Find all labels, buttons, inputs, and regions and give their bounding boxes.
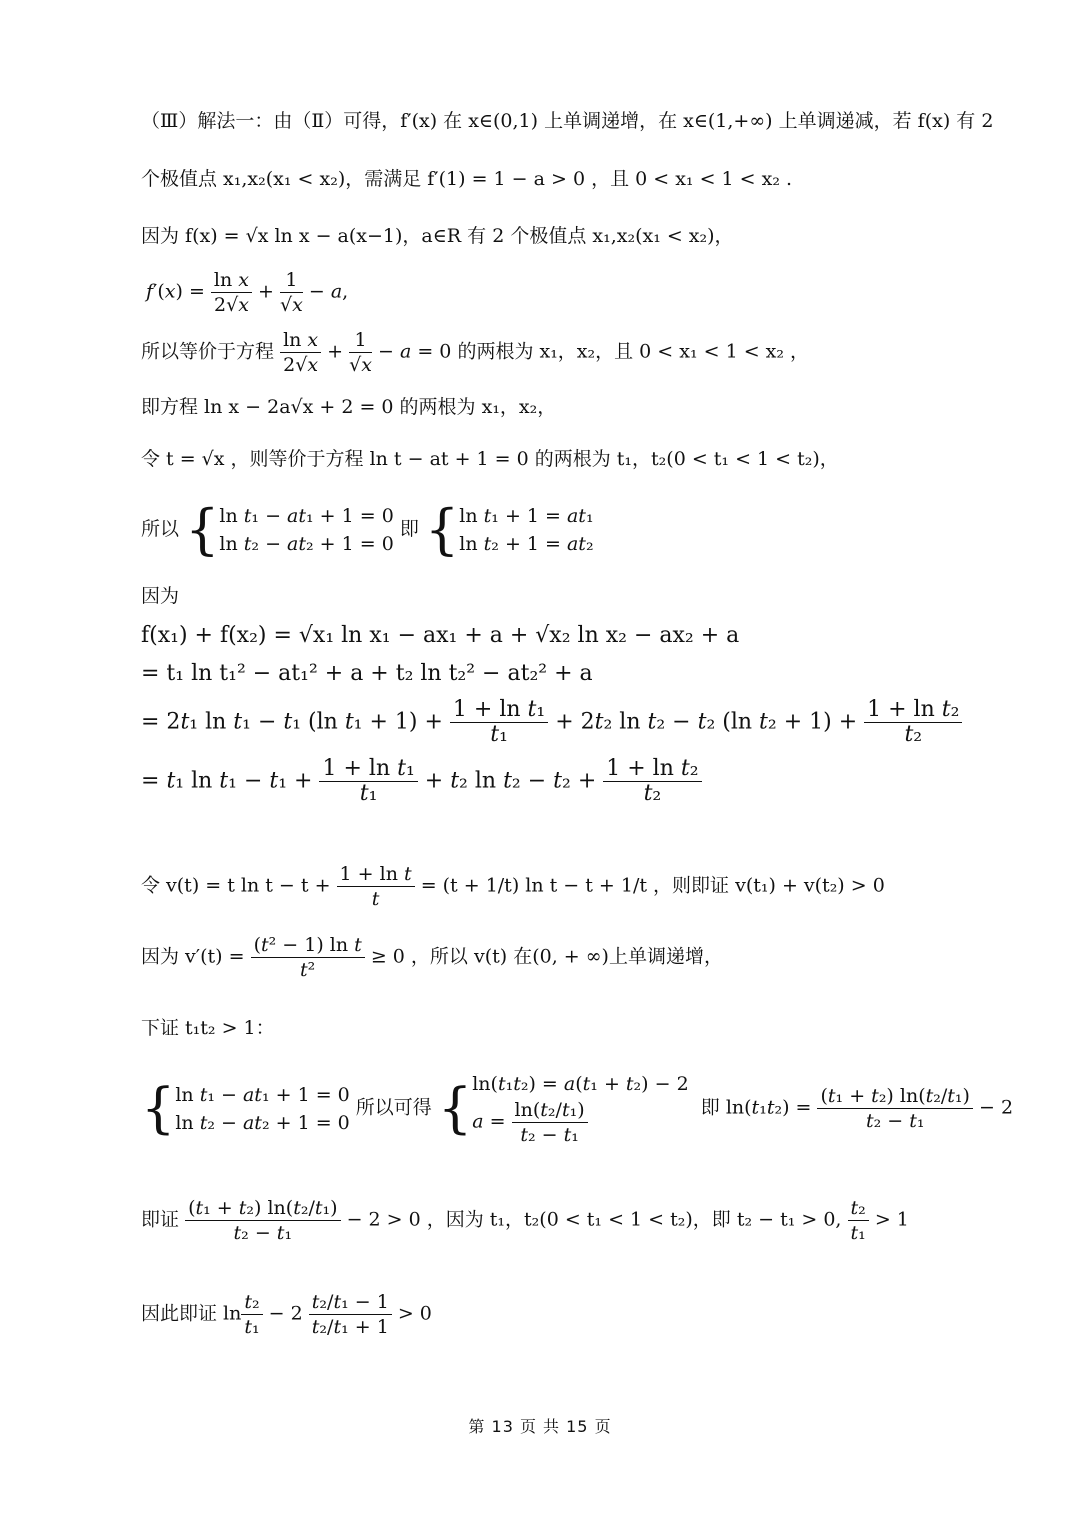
final-prefix: 因此即证 xyxy=(141,1302,218,1325)
text-line-1: （Ⅲ）解法一：由（Ⅱ）可得，f′(x) 在 x∈(0,1) 上单调递增，在 x∈(1,+∞) 上单调递减，若 f(x) 有 2 xyxy=(141,110,994,132)
text-line-2: 个极值点 x₁,x₂(x₁ < x₂)，需满足 f′(1) = 1 − a > 0 ，且 0 < x₁ < 1 < x₂ . xyxy=(141,168,793,190)
sum-line-1: f(x₁) + f(x₂) = √x₁ ln x₁ − ax₁ + a + √x₂ ln x₂ − ax₂ + a xyxy=(141,623,740,648)
v-definition-suffix: = (t + 1/t) ln t − t + 1/t ，则即证 v(t₁) + v(t₂) > 0 xyxy=(420,874,885,897)
system2-connector: 所以可得 xyxy=(355,1096,432,1119)
text-line-3: 因为 f(x) = √x ln x − a(x−1)，a∈R 有 2 个极值点 x₁,x₂(x₁ < x₂)， xyxy=(141,225,734,247)
prove-suffix: − 2 > 0 ，因为 t₁，t₂(0 < t₁ < 1 < t₂)，即 t₂ − t₁ > 0, xyxy=(346,1208,848,1231)
sum-line-3: = 2t₁ ln t₁ − t₁ (ln t₁ + 1) + $\frac{\text{1 + ln t₁}}{\text{t₁}}$ + 2t₂ ln t₂ − t₂ (ln t₂ + 1) + $\frac{\text{1 + ln t₂}}{\text{t₂}}$ xyxy=(141,698,1010,747)
equivalence-prefix: 所以等价于方程 xyxy=(141,340,275,363)
system-connector: 即 xyxy=(399,518,419,540)
final-line: 因此即证 ln $\frac{\text{t₂}}{\text{t₁}}$ − 2 $\frac{\text{t₂/t₁ − 1}}{\text{t₂/t₁ + 1}}$ > 0 xyxy=(141,1291,432,1338)
text-line-equation: 即方程 ln x − 2a√x + 2 = 0 的两根为 x₁，x₂， xyxy=(141,396,557,418)
equivalence-suffix: 的两根为 x₁，x₂，且 0 < x₁ < 1 < x₂ ， xyxy=(457,340,810,363)
equivalence-line: 所以等价于方程 $\frac{\text{ln x}}{2√x}$ + $\frac{1}{√x}$ − a = 0 的两根为 x₁，x₂，且 0 < x₁ < 1 < x₂ ， xyxy=(141,329,810,376)
derivative-formula: f′(x) = $\frac{\text{ln x}}{2√x}$ + $\frac{1}{√x}$ − a, xyxy=(146,269,349,316)
text-line-substitution: 令 t = √x ，则等价于方程 ln t − at + 1 = 0 的两根为 t₁，t₂(0 < t₁ < 1 < t₂)， xyxy=(141,448,839,470)
v-derivative-suffix: ≥ 0 ，所以 v(t) 在(0, + ∞)上单调递增， xyxy=(370,945,723,968)
v-definition-line: 令 v(t) = t ln t − t + $\frac{\text{1 + ln t}}{t}$ = (t + 1/t) ln t − t + 1/t ，则即证 v(t₁) + v(t₂) > 0 xyxy=(141,863,885,910)
page-footer: 第 13 页 共 15 页 xyxy=(468,1417,612,1436)
sum-line-4: = t₁ ln t₁ − t₁ + $\frac{\text{1 + ln t₁}}{\text{t₁}}$ + t₂ ln t₂ − t₂ + $\frac{\text{1 + ln t₂}}{\text{t₂}}$ xyxy=(141,757,1010,806)
v-definition-prefix: 令 v(t) = t ln t − t + xyxy=(141,874,331,897)
prove-prefix: 即证 xyxy=(141,1208,180,1231)
prove-line: 即证 $\frac{\text{(t₁ + t₂) ln(t₂/t₁)}}{\text{t₂ − t₁}}$ − 2 > 0 ，因为 t₁，t₂(0 < t₁ < 1 < t₂)，即 t₂ − t₁ > 0, $\frac{\text{t₂}}{\text{t₁}}$ > 1 xyxy=(141,1197,909,1244)
v-derivative-line: 因为 v′(t) = $\frac{\text{(t² − 1) ln t}}{\text{t²}}$ ≥ 0 ，所以 v(t) 在(0, + ∞)上单调递增， xyxy=(141,934,723,981)
v-derivative-prefix: 因为 v′(t) = xyxy=(141,945,245,968)
text-line-prove: 下证 t₁t₂ > 1： xyxy=(141,1017,275,1039)
sum-line-2: = t₁ ln t₁² − at₁² + a + t₂ ln t₂² − at₂² + a xyxy=(141,661,593,686)
system2-result-connector: 即 xyxy=(700,1096,720,1119)
system2-line: {ln t₁ − at₁ + 1 = 0 ln t₂ − at₂ + 1 = 0 所以可得 {ln(t₁t₂) = a(t₁ + t₂) − 2 a = $\frac{\text{ln(t₂/t₁)}}{\text{t₂ − t₁}}$ 即 ln(t₁t₂) = $\frac{\text{(t₁ + t₂) ln(t₂/t₁)}}{\text{t₂ − t₁}}$ − 2 xyxy=(141,1073,1014,1146)
system-prefix: 所以 xyxy=(141,518,180,540)
text-line-because: 因为 xyxy=(141,585,180,607)
system-line: 所以 {ln t₁ − at₁ + 1 = 0 ln t₂ − at₂ + 1 = 0 即 {ln t₁ + 1 = at₁ ln t₂ + 1 = at₂ xyxy=(141,498,594,561)
